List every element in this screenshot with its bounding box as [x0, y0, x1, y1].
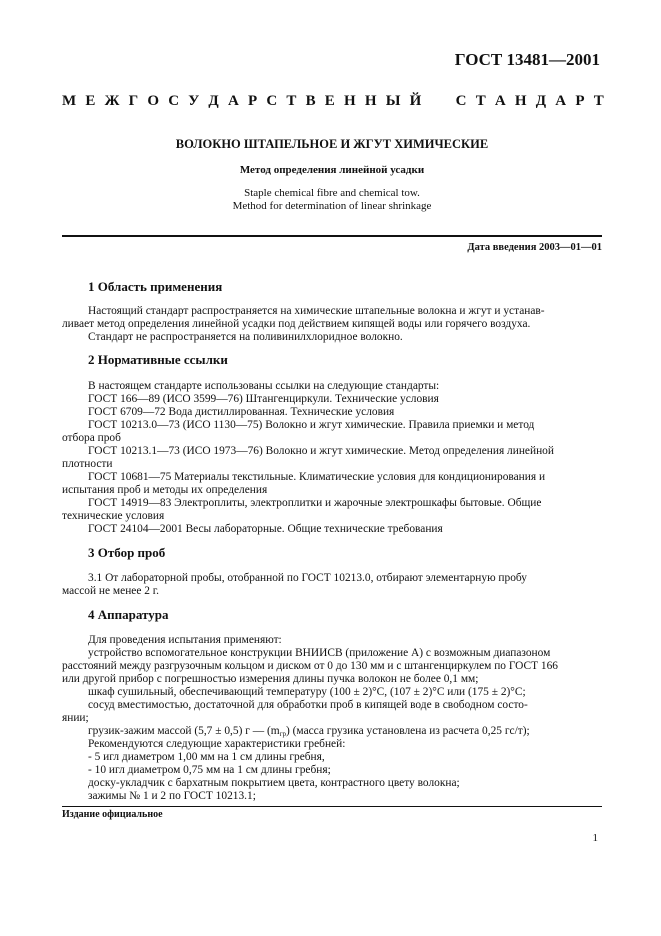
- paragraph-line: Стандарт не распространяется на поливинилхлоридное волокно.: [88, 331, 403, 343]
- paragraph-line: или другой прибор с погрешностью измерения длины пучка волокон не более 0,1 мм;: [62, 673, 479, 685]
- paragraph-line: янии;: [62, 712, 89, 724]
- paragraph-line: ГОСТ 14919—83 Электроплиты, электроплитки и жарочные электрошкафы бытовые. Общие: [88, 497, 542, 509]
- paragraph-line: ГОСТ 6709—72 Вода дистиллированная. Технические условия: [88, 406, 395, 418]
- paragraph-line: - 5 игл диаметром 1,00 мм на 1 см длины гребня,: [88, 751, 325, 763]
- paragraph-line: Для проведения испытания применяют:: [88, 634, 282, 646]
- paragraph-line: ГОСТ 10213.0—73 (ИСО 1130—75) Волокно и жгут химические. Правила приемки и метод: [88, 419, 535, 431]
- paragraph-line: отбора проб: [62, 432, 121, 444]
- section-heading: 3 Отбор проб: [88, 545, 166, 560]
- banner-letter: Д: [535, 93, 547, 109]
- banner-letter: С: [455, 93, 467, 109]
- section-heading: 1 Область применения: [88, 279, 223, 294]
- footer-divider: [62, 806, 602, 807]
- banner-letter: Ж: [104, 93, 120, 109]
- paragraph-line: зажимы № 1 и 2 по ГОСТ 10213.1;: [88, 790, 256, 802]
- banner-letter: Т: [475, 93, 486, 109]
- banner-letter: В: [305, 93, 316, 109]
- banner-letter: Н: [364, 93, 377, 109]
- paragraph-line: ГОСТ 166—89 (ИСО 3599—76) Штангенциркули. Технические условия: [88, 393, 439, 405]
- document-code: ГОСТ 13481—2001: [454, 50, 600, 69]
- banner-letter: А: [555, 93, 567, 109]
- banner-letter: Р: [575, 93, 585, 109]
- banner-gap: [430, 93, 446, 110]
- paragraph-line: испытания проб и методы их определения: [62, 484, 268, 496]
- english-title-line: Method for determination of linear shrinkage: [232, 200, 432, 212]
- paragraph-line: ГОСТ 24104—2001 Весы лабораторные. Общие технические требования: [88, 523, 443, 535]
- banner-letter: А: [494, 93, 506, 109]
- standard-banner: [62, 93, 604, 110]
- paragraph-line: ГОСТ 10681—75 Материалы текстильные. Климатические условия для кондиционирования и: [88, 471, 546, 483]
- banner-letter: Е: [324, 93, 335, 109]
- paragraph-line: шкаф сушильный, обеспечивающий температуру (100 ± 2)°С, (107 ± 2)°С или (175 ± 2)°С;: [88, 686, 526, 698]
- paragraph-line: ГОСТ 10213.1—73 (ИСО 1973—76) Волокно и жгут химические. Метод определения линейной: [88, 445, 554, 457]
- method-subtitle: Метод определения линейной усадки: [239, 164, 425, 176]
- title-divider: [62, 235, 602, 237]
- paragraph-line: доску-укладчик с бархатным покрытием цвета, контрастного цвету волокна;: [88, 777, 460, 789]
- intro-date: Дата введения 2003—01—01: [467, 242, 602, 253]
- paragraph-line: сосуд вместимостью, достаточной для обработки проб в кипящей воде в свободном состо-: [88, 699, 528, 711]
- banner-letter: М: [62, 93, 77, 109]
- paragraph-line: - 10 игл диаметром 0,75 мм на 1 см длины гребня;: [88, 764, 331, 776]
- paragraph-line: устройство вспомогательное конструкции ВНИИСВ (приложение А) с возможным диапазоном: [88, 647, 551, 659]
- paragraph-line: массой не менее 2 г.: [62, 585, 160, 597]
- banner-letter: Т: [593, 93, 604, 109]
- banner-letter: Г: [128, 93, 139, 109]
- paragraph-line: 3.1 От лабораторной пробы, отобранной по ГОСТ 10213.0, отбирают элементарную пробу: [88, 572, 527, 584]
- section-heading: 2 Нормативные ссылки: [88, 352, 228, 367]
- banner-letter: У: [188, 93, 200, 109]
- banner-letter: Е: [85, 93, 96, 109]
- page-number: 1: [592, 832, 598, 844]
- banner-letter: Н: [514, 93, 527, 109]
- paragraph-line: технические условия: [62, 510, 165, 522]
- banner-letter: Р: [247, 93, 258, 109]
- section-heading: 4 Аппаратура: [88, 607, 169, 622]
- banner-letter: Т: [286, 93, 297, 109]
- banner-letter: Й: [409, 93, 422, 109]
- paragraph-line: В настоящем стандарте использованы ссылки на следующие стандарты:: [88, 380, 440, 392]
- banner-letter: О: [147, 93, 159, 109]
- english-title-line: Staple chemical fibre and chemical tow.: [244, 187, 420, 199]
- subscript: гр: [279, 730, 286, 738]
- banner-letter: С: [266, 93, 278, 109]
- banner-letter: А: [227, 93, 239, 109]
- paragraph-line: Настоящий стандарт распространяется на химические штапельные волокна и жгут и устанав-: [88, 305, 545, 317]
- paragraph-line: плотности: [62, 458, 113, 470]
- edition-note: Издание официальное: [62, 809, 163, 820]
- banner-letter: С: [168, 93, 180, 109]
- banner-letter: Н: [343, 93, 356, 109]
- banner-letter: Д: [208, 93, 219, 109]
- paragraph-line: Рекомендуются следующие характеристики гребней:: [88, 738, 346, 750]
- text-run: ) (масса грузика установлена из расчета 0,25 гс/т);: [286, 725, 530, 737]
- text-run: грузик-зажим массой (5,7 ± 0,5) г — (m: [88, 725, 280, 737]
- paragraph-line: ливает метод определения линейной усадки под действием кипящей воды или горячего воздуха.: [62, 318, 531, 330]
- paragraph-line: расстояний между разгрузочным кольцом и диском от 0 до 130 мм и с штангенциркулем по ГОСТ 166: [62, 660, 558, 672]
- banner-letter: Ы: [385, 93, 401, 109]
- document-title: ВОЛОКНО ШТАПЕЛЬНОЕ И ЖГУТ ХИМИЧЕСКИЕ: [175, 137, 489, 151]
